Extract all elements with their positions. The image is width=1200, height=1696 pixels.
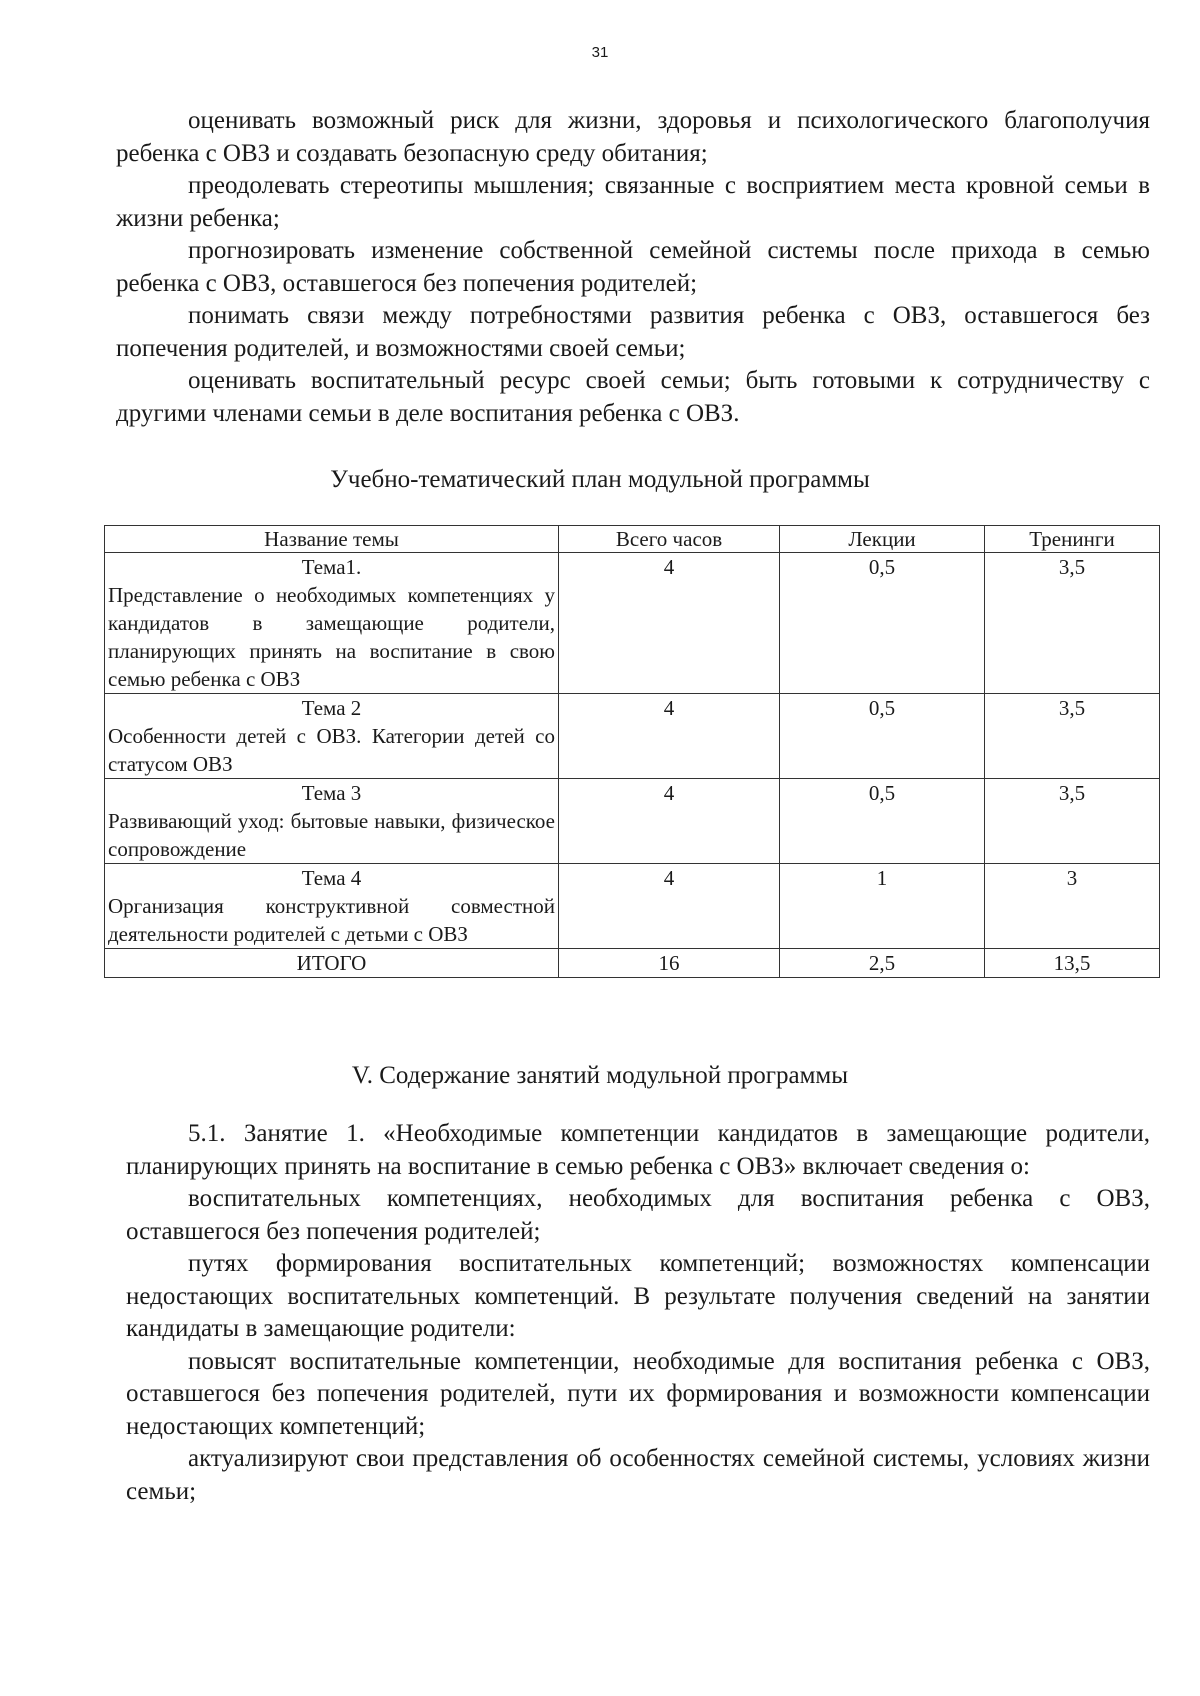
intro-item: преодолевать стереотипы мышления; связанные с восприятием места кровной семьи в жизни ребенка;: [116, 172, 1150, 232]
section-item: путях формирования воспитательных компетенций; возможностях компенсации недостающих воспитательных компетенций. В результате получения сведений на занятии кандидаты в замещающие родители:: [126, 1250, 1150, 1342]
topic-cell: [105, 553, 559, 694]
lectures-cell: 0,5: [780, 779, 985, 864]
lectures-cell: 1: [780, 864, 985, 949]
summary-lectures: 2,5: [780, 949, 985, 978]
total-hours-cell: 4: [559, 779, 780, 864]
table-row: [105, 779, 1160, 864]
summary-total-hours: 16: [559, 949, 780, 978]
total-hours-cell: 4: [559, 864, 780, 949]
header-trainings: Тренинги: [985, 526, 1160, 553]
topic-cell: [105, 779, 559, 864]
section-item: воспитательных компетенциях, необходимых для воспитания ребенка с ОВЗ, оставшегося без попечения родителей;: [126, 1185, 1150, 1245]
section-list: [126, 1118, 1150, 1508]
topic-title: Тема 2: [301, 696, 362, 720]
intro-item: оценивать воспитательный ресурс своей семьи; быть готовыми к сотрудничеству с другими членами семьи в деле воспитания ребенка с ОВЗ.: [116, 367, 1150, 427]
topic-description: Развивающий уход: бытовые навыки, физическое сопровождение: [108, 809, 555, 861]
section-item: 5.1. Занятие 1. «Необходимые компетенции кандидатов в замещающие родители, планирующих принять на воспитание в семью ребенка с ОВЗ» включает сведения о:: [126, 1120, 1150, 1180]
lectures-cell: 0,5: [780, 694, 985, 779]
intro-item: понимать связи между потребностями развития ребенка с ОВЗ, оставшегося без попечения родителей, и возможностями своей семьи;: [116, 302, 1150, 362]
header-lectures: Лекции: [780, 526, 985, 553]
total-hours-cell: 4: [559, 553, 780, 694]
topic-title: Тема 4: [301, 866, 362, 890]
study-plan-table: [104, 525, 1160, 978]
topic-cell: [105, 694, 559, 779]
table-title: Учебно-тематический план модульной программы: [330, 466, 870, 493]
table-row: [105, 553, 1160, 694]
topic-description: Представление о необходимых компетенциях у кандидатов в замещающие родители, планирующих принять на воспитание в свою семью ребенка с ОВЗ: [108, 583, 555, 691]
summary-trainings: 13,5: [985, 949, 1160, 978]
summary-label: ИТОГО: [105, 949, 559, 978]
lectures-cell: 0,5: [780, 553, 985, 694]
topic-title: Тема 3: [301, 781, 362, 805]
trainings-cell: 3: [985, 864, 1160, 949]
section-item: актуализируют свои представления об особенностях семейной системы, условиях жизни семьи;: [126, 1445, 1150, 1505]
trainings-cell: 3,5: [985, 779, 1160, 864]
total-hours-cell: 4: [559, 694, 780, 779]
topic-title: Тема1.: [301, 555, 362, 579]
intro-list: [116, 105, 1150, 430]
topic-description: Особенности детей с ОВЗ. Категории детей со статусом ОВЗ: [108, 724, 555, 776]
section-item: повысят воспитательные компетенции, необходимые для воспитания ребенка с ОВЗ, оставшегося без попечения родителей, пути их формирования и возможности компенсации недостающих компетенций;: [126, 1347, 1150, 1440]
intro-item: оценивать возможный риск для жизни, здоровья и психологического благополучия ребенка с ОВЗ и создавать безопасную среду обитания;: [116, 107, 1150, 167]
trainings-cell: 3,5: [985, 553, 1160, 694]
header-total-hours: Всего часов: [559, 526, 780, 553]
table-header-row: [105, 526, 1160, 553]
trainings-cell: 3,5: [985, 694, 1160, 779]
table-summary-row: [105, 949, 1160, 978]
table-row: [105, 694, 1160, 779]
header-topic: Название темы: [105, 526, 559, 553]
section-title: V. Содержание занятий модульной программы: [351, 1062, 849, 1089]
page-number: 31: [591, 44, 609, 61]
table-row: [105, 864, 1160, 949]
topic-description: Организация конструктивной совместной деятельности родителей с детьми с ОВЗ: [108, 894, 555, 946]
topic-cell: [105, 864, 559, 949]
intro-item: прогнозировать изменение собственной семейной системы после прихода в семью ребенка с ОВЗ, оставшегося без попечения родителей;: [116, 237, 1150, 297]
